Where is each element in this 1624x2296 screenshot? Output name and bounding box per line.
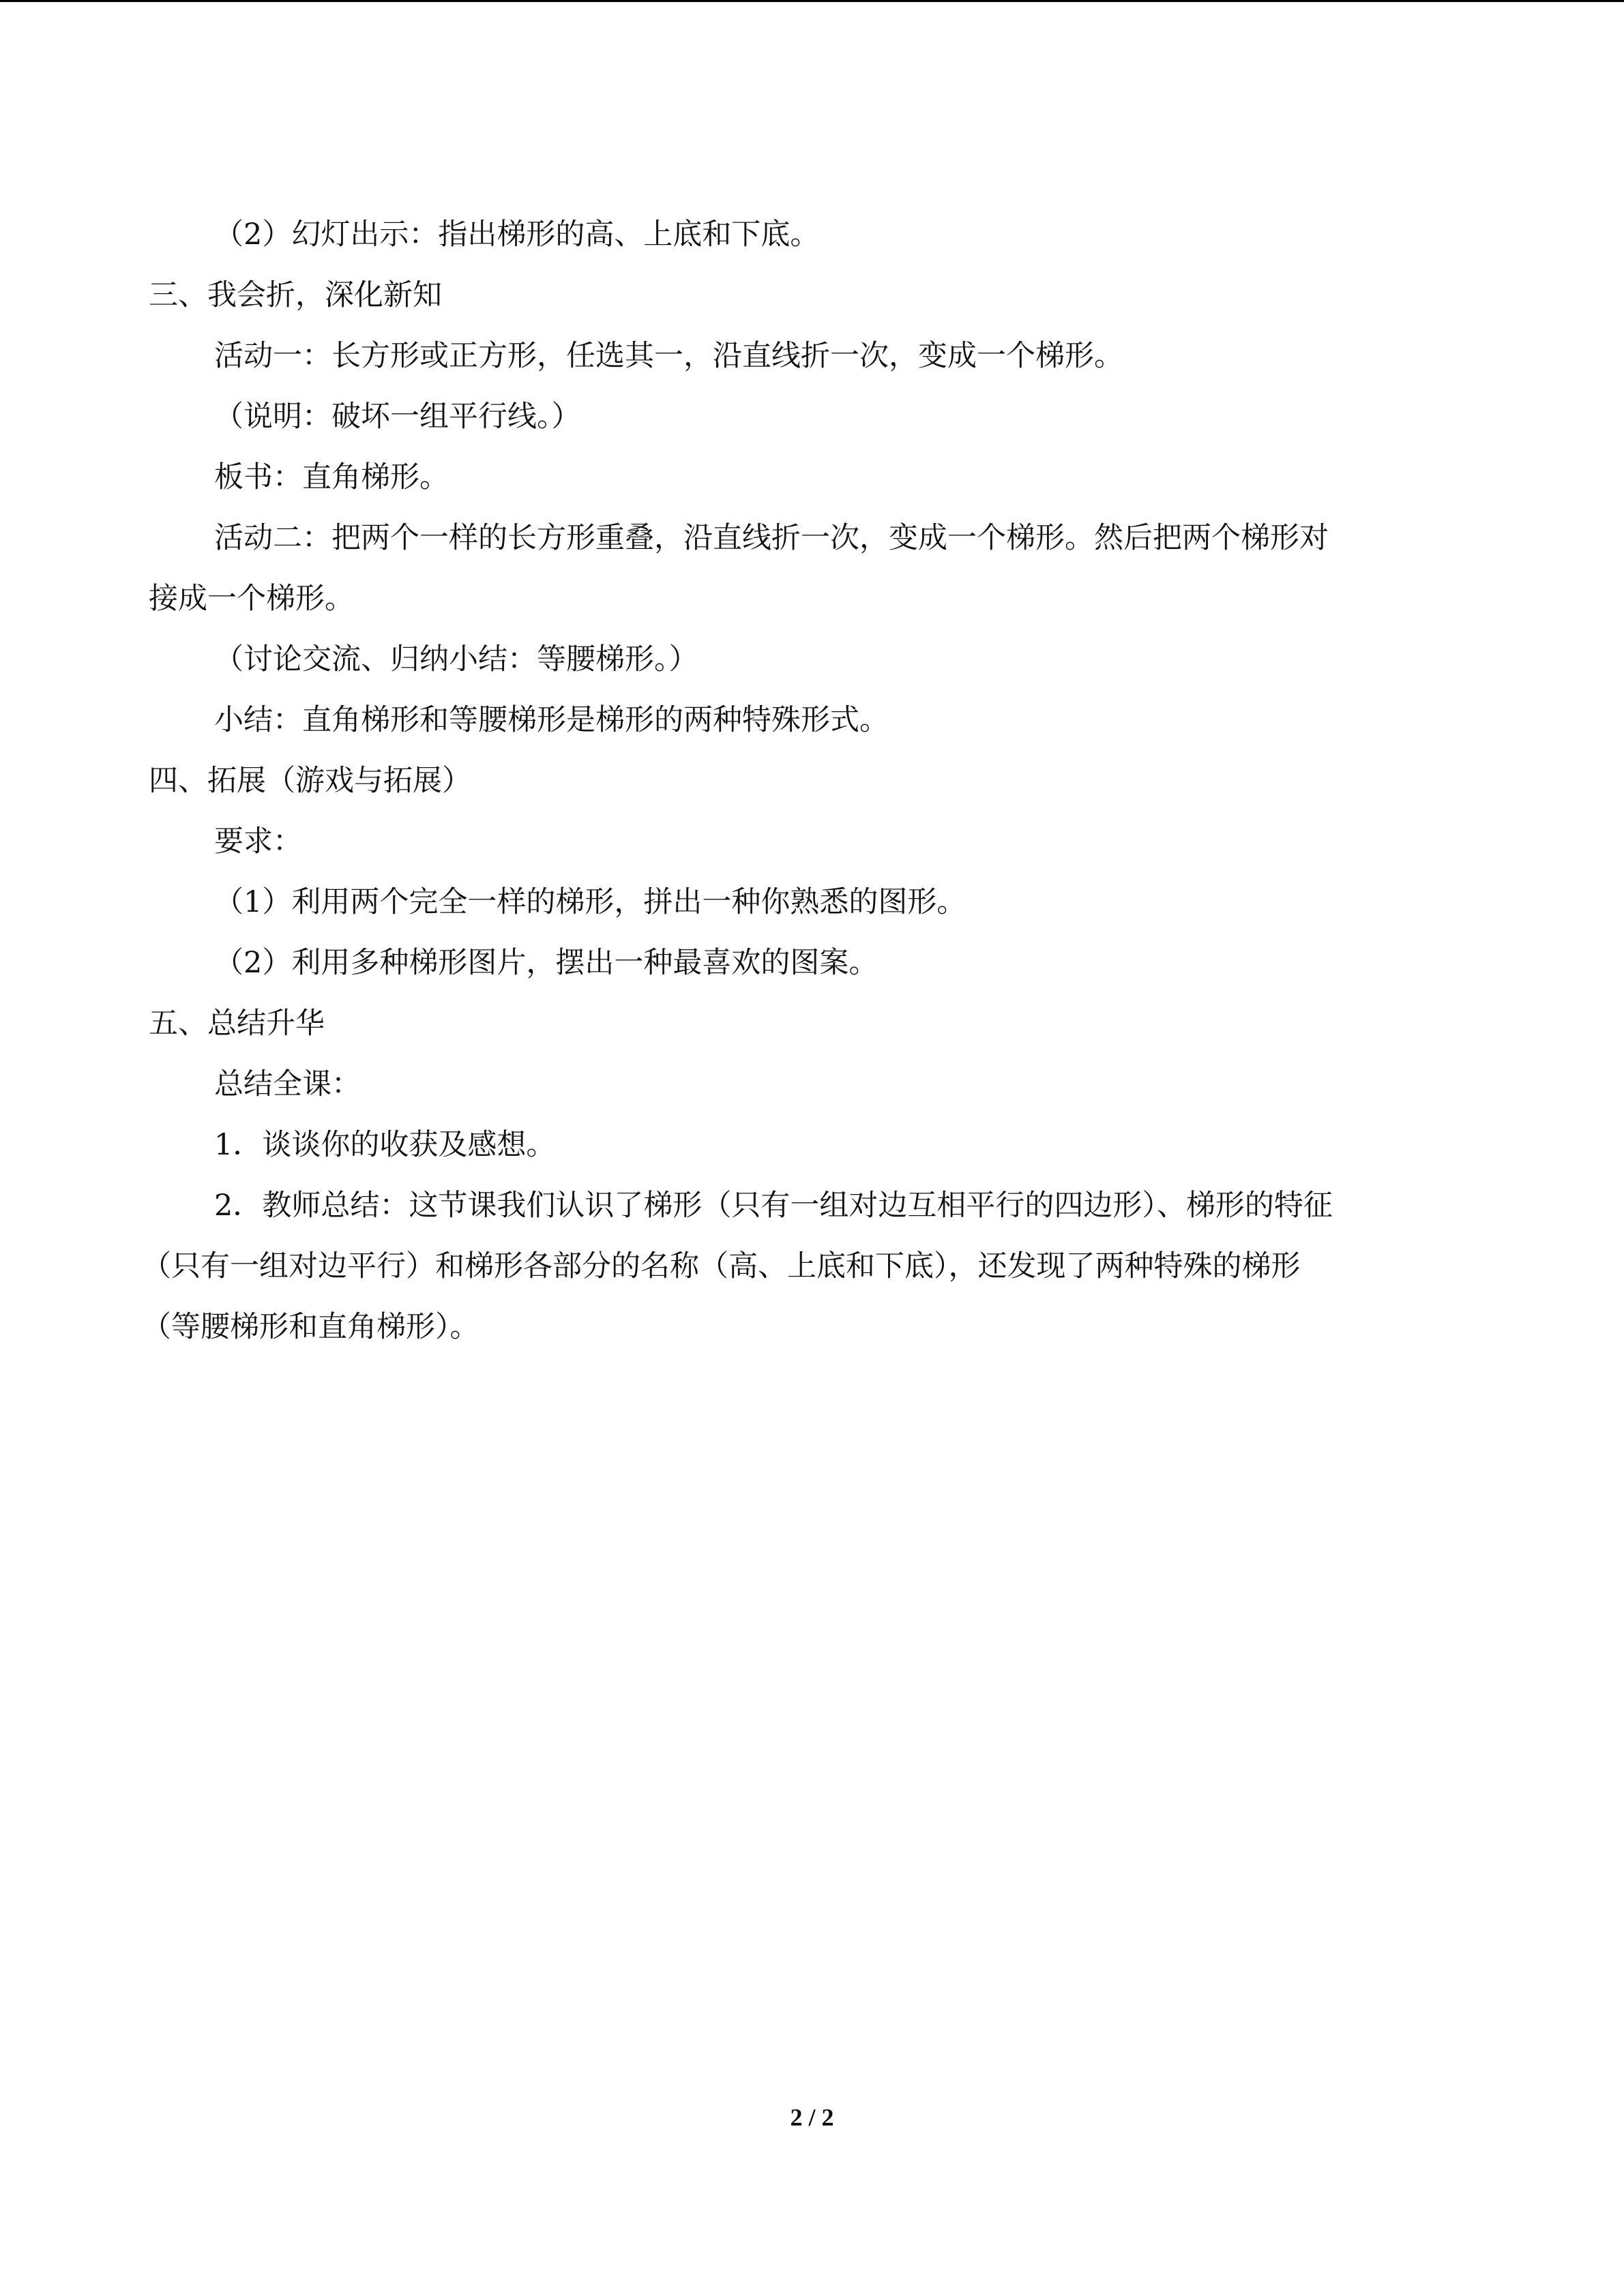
discussion-line: （讨论交流、归纳小结：等腰梯形。） bbox=[214, 642, 698, 676]
requirement-label: 要求： bbox=[214, 824, 302, 859]
activity-two-line: 活动二：把两个一样的长方形重叠，沿直线折一次，变成一个梯形。然后把两个梯形对 bbox=[214, 521, 1329, 555]
section-heading-3: 三、我会折，深化新知 bbox=[149, 278, 442, 312]
summary-line: 小结：直角梯形和等腰梯形是梯形的两种特殊形式。 bbox=[214, 703, 889, 737]
page-number: 2 / 2 bbox=[790, 2104, 834, 2131]
activity-two-continuation: 接成一个梯形。 bbox=[149, 582, 354, 616]
requirement-item-2: （2）利用多种梯形图片，摆出一种最喜欢的图案。 bbox=[214, 946, 879, 980]
document-body bbox=[142, 205, 1458, 1358]
section-heading-4: 四、拓展（游戏与拓展） bbox=[149, 764, 471, 798]
board-note-line: 板书：直角梯形。 bbox=[214, 460, 449, 494]
summary-item-2-continuation-1: （只有一组对边平行）和梯形各部分的名称（高、上底和下底），还发现了两种特殊的梯形 bbox=[142, 1249, 1301, 1283]
summary-item-1: 1．谈谈你的收获及感想。 bbox=[214, 1128, 556, 1162]
section-heading-5: 五、总结升华 bbox=[149, 1007, 325, 1041]
summary-item-2: 2．教师总结：这节课我们认识了梯形（只有一组对边互相平行的四边形）、梯形的特征 bbox=[214, 1189, 1333, 1223]
summary-item-2-continuation-2: （等腰梯形和直角梯形）。 bbox=[142, 1310, 479, 1344]
activity-one-line: 活动一：长方形或正方形，任选其一，沿直线折一次，变成一个梯形。 bbox=[214, 339, 1123, 373]
top-border-line bbox=[0, 0, 1624, 2]
explanation-line: （说明：破坏一组平行线。） bbox=[214, 400, 581, 434]
slide-point-line: （2）幻灯出示：指出梯形的高、上底和下底。 bbox=[214, 218, 820, 252]
requirement-item-1: （1）利用两个完全一样的梯形，拼出一种你熟悉的图形。 bbox=[214, 885, 966, 919]
course-summary-label: 总结全课： bbox=[214, 1067, 361, 1101]
